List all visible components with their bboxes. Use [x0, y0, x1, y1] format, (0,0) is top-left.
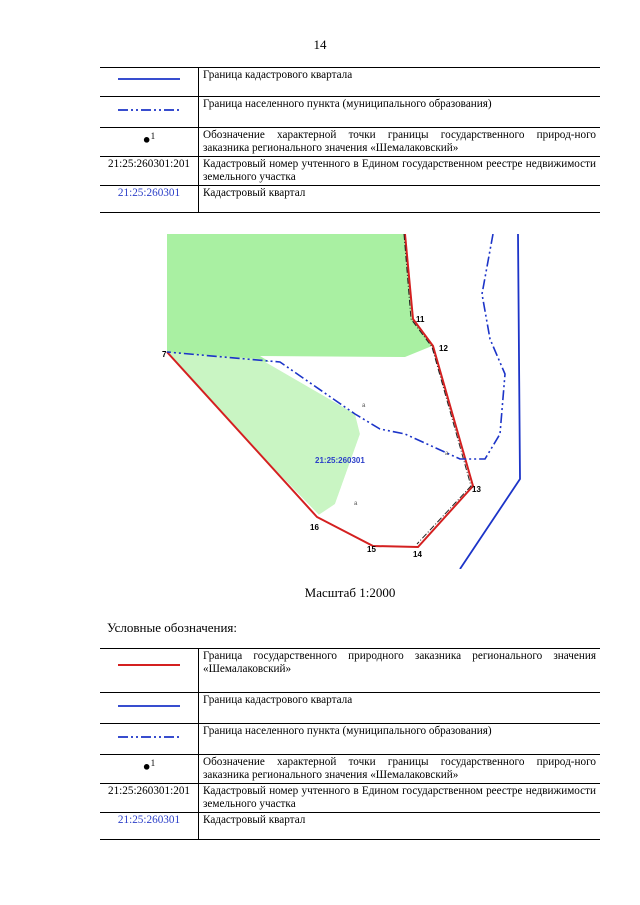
legend-symbol-cell: [100, 97, 199, 128]
legend-row: [100, 693, 600, 724]
legend-row: [100, 186, 600, 213]
point-label: 16: [310, 523, 319, 532]
legend-description: Граница кадастрового квартала: [203, 69, 353, 81]
legend-row: [100, 68, 600, 97]
legend-heading: Условные обозначения:: [107, 620, 238, 635]
cadastral-number-sample: 21:25:260301:201: [107, 158, 191, 170]
point-label: 13: [472, 485, 481, 494]
legend-table-top: [100, 67, 600, 213]
legend-description: Кадастровый номер учтенного в Едином государственном реестре недвижимости земельного участка: [203, 785, 596, 810]
parcel-mark: a: [362, 403, 366, 409]
point-dot-icon: ●: [142, 758, 151, 774]
page-number: 14: [313, 37, 327, 52]
legend-row: [100, 784, 600, 813]
point-label: 14: [413, 550, 422, 559]
point-label: 7: [162, 350, 167, 359]
dashdot-blue-line-symbol: [114, 97, 184, 115]
legend-symbol-cell: [100, 724, 199, 755]
legend-description: Граница населенного пункта (муниципального образования): [203, 98, 492, 110]
point-label: 11: [416, 315, 425, 324]
legend-symbol-cell: [100, 186, 199, 213]
legend-description: Обозначение характерной точки границы государственного природ-ного заказника регионального значения «Шемалаковский»: [203, 756, 596, 781]
parcel-mark: a: [445, 451, 449, 457]
legend-symbol-cell: [100, 693, 199, 724]
cadastral-quarter-sample: 21:25:260301: [117, 814, 181, 826]
forest-area: [167, 234, 432, 362]
legend-description: Граница населенного пункта (муниципального образования): [203, 725, 492, 737]
scale-caption: Масштаб 1:2000: [304, 585, 396, 600]
legend-row: [100, 157, 600, 186]
legend-symbol-cell: [100, 649, 199, 693]
point-label: 15: [367, 545, 376, 554]
legend-row: [100, 755, 600, 784]
quarter-boundary-line: [460, 234, 520, 569]
legend-symbol-cell: [100, 755, 199, 784]
map-drawing: [160, 234, 540, 569]
legend-row: [100, 724, 600, 755]
legend-description: Кадастровый квартал: [203, 814, 306, 826]
cadastral-quarter-label: 21:25:260301: [315, 456, 365, 465]
point-dot-icon: ●: [142, 131, 151, 147]
legend-description: Граница государственного природного заказника регионального значения «Шемалаковский»: [203, 650, 596, 675]
dashdot-blue-line-symbol: [114, 724, 184, 742]
solid-blue-line-symbol: [114, 68, 184, 82]
solid-red-line-symbol: [114, 649, 184, 671]
legend-row: [100, 128, 600, 157]
parcel-mark: a: [354, 501, 358, 507]
cadastral-number-sample: 21:25:260301:201: [107, 785, 191, 797]
legend-row: [100, 649, 600, 693]
legend-description: Граница кадастрового квартала: [203, 694, 353, 706]
legend-symbol-cell: [100, 813, 199, 840]
legend-symbol-cell: [100, 157, 199, 186]
legend-symbol-cell: [100, 128, 199, 157]
legend-symbol-cell: [100, 68, 199, 97]
legend-description: Кадастровый номер учтенного в Едином государственном реестре недвижимости земельного участка: [203, 158, 596, 183]
point-symbol: ●$^1$: [142, 758, 156, 774]
legend-description: Обозначение характерной точки границы государственного природ-ного заказника регионального значения «Шемалаковский»: [203, 129, 596, 154]
legend-description: Кадастровый квартал: [203, 187, 306, 199]
legend-symbol-cell: [100, 784, 199, 813]
cadastral-map: [160, 234, 540, 569]
point-symbol: ●$^1$: [142, 131, 156, 147]
cadastral-quarter-sample: 21:25:260301: [117, 187, 181, 199]
point-label: 12: [439, 344, 448, 353]
legend-row: [100, 97, 600, 128]
solid-blue-line-symbol: [114, 693, 184, 711]
legend-table-bottom: [100, 648, 600, 840]
legend-row: [100, 813, 600, 840]
